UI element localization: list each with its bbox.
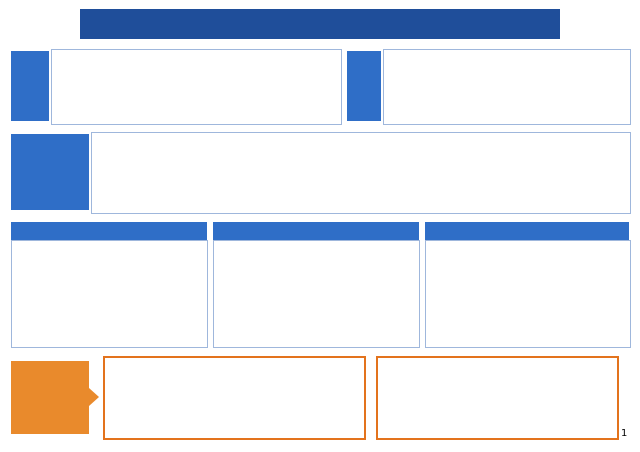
internship-panel	[425, 240, 631, 348]
background-tag	[11, 51, 49, 121]
career-education-panel	[213, 240, 420, 348]
merit-arrow	[89, 388, 99, 406]
merit-tag	[11, 361, 89, 434]
page-number: 1	[621, 428, 628, 439]
issues-panel	[383, 49, 631, 125]
japanese-education-heading	[11, 222, 207, 240]
merit-left-panel	[103, 356, 366, 440]
career-education-heading	[213, 222, 419, 240]
merit-right-panel	[376, 356, 619, 440]
overview-tag	[11, 134, 89, 210]
internship-heading	[425, 222, 629, 240]
issues-tag	[347, 51, 381, 121]
japanese-education-panel	[11, 240, 208, 348]
overview-panel	[91, 132, 631, 214]
background-panel	[51, 49, 342, 125]
page-title	[80, 9, 560, 39]
